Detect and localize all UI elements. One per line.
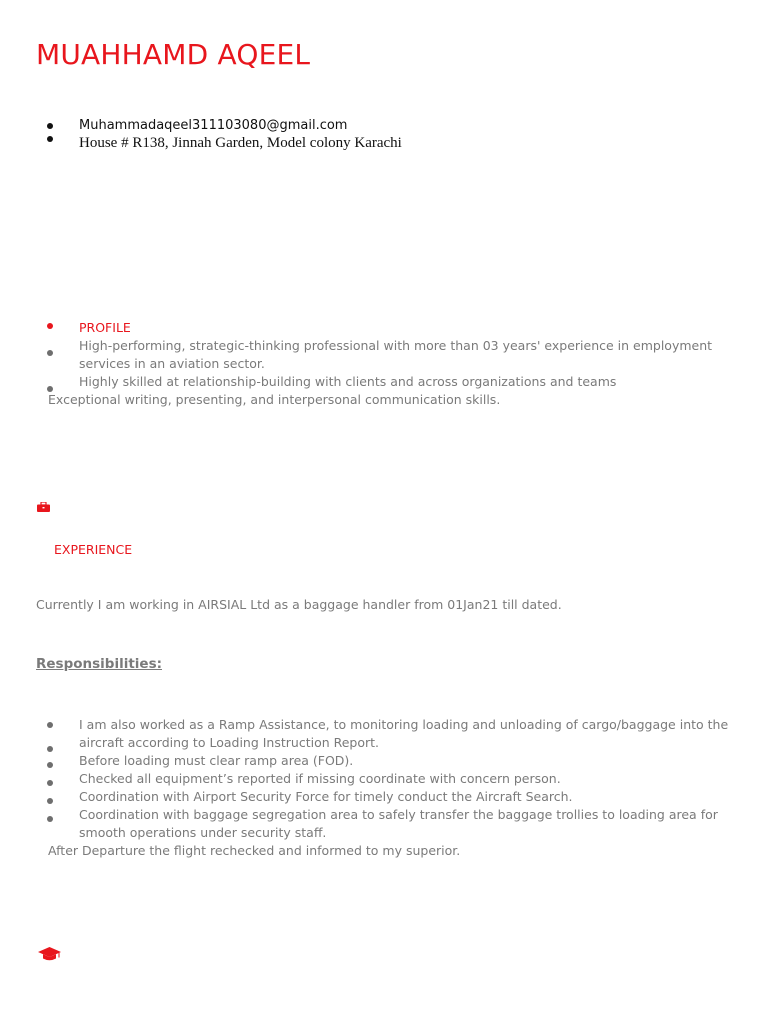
bullet-icon [47, 798, 53, 804]
bullet-icon [47, 350, 53, 356]
address-text: House # R138, Jinnah Garden, Model colony Karachi [79, 135, 402, 151]
responsibility-text: Coordination with Airport Security Force for timely conduct the Aircraft Search. [79, 789, 573, 804]
email-text: Muhammadaqeel311103080@gmail.com [79, 118, 348, 133]
responsibility-item [44, 788, 734, 806]
candidate-name: MUAHHAMD AQEEL [36, 38, 311, 71]
bullet-icon [47, 762, 53, 768]
responsibility-text: I am also worked as a Ramp Assistance, to monitoring loading and unloading of cargo/baggage into the aircraft according to Loading Instruction Report. [79, 717, 729, 750]
bullet-icon [47, 722, 53, 728]
bullet-icon [47, 323, 53, 329]
responsibility-item [44, 752, 734, 770]
responsibilities-heading: Responsibilities: [36, 656, 163, 672]
responsibility-item [44, 716, 734, 752]
responsibility-item [44, 770, 734, 788]
responsibility-item [44, 806, 734, 842]
profile-bullet [44, 337, 734, 373]
bullet-icon [47, 386, 53, 392]
experience-heading: EXPERIENCE [54, 542, 133, 557]
contact-address [44, 134, 402, 152]
bullet-icon [47, 746, 53, 752]
responsibility-text: Checked all equipment’s reported if missing coordinate with concern person. [79, 771, 561, 786]
profile-section [44, 319, 734, 409]
profile-bullet-text: Highly skilled at relationship-building with clients and across organizations and teams [79, 374, 617, 389]
responsibility-text: Coordination with baggage segregation area to safely transfer the baggage trollies to loading area for smooth operations under security staff. [79, 807, 718, 840]
profile-trailing-line: Exceptional writing, presenting, and interpersonal communication skills. [48, 392, 501, 407]
profile-heading-text: PROFILE [79, 320, 131, 335]
contact-list [44, 117, 402, 152]
contact-email [44, 117, 402, 134]
profile-bullet-text: High-performing, strategic-thinking professional with more than 03 years' experience in employment services in an aviation sector. [79, 338, 713, 371]
briefcase-icon [37, 502, 50, 512]
graduation-cap-icon [37, 946, 62, 962]
responsibilities-section [44, 716, 734, 860]
bullet-icon [47, 816, 53, 822]
current-job-text: Currently I am working in AIRSIAL Ltd as a baggage handler from 01Jan21 till dated. [36, 597, 562, 612]
bullet-icon [47, 123, 53, 129]
responsibilities-trailing-line: After Departure the flight rechecked and informed to my superior. [48, 843, 461, 858]
profile-bullet [44, 373, 734, 391]
bullet-icon [47, 136, 53, 142]
profile-heading [44, 319, 734, 337]
responsibility-text: Before loading must clear ramp area (FOD). [79, 753, 354, 768]
bullet-icon [47, 780, 53, 786]
